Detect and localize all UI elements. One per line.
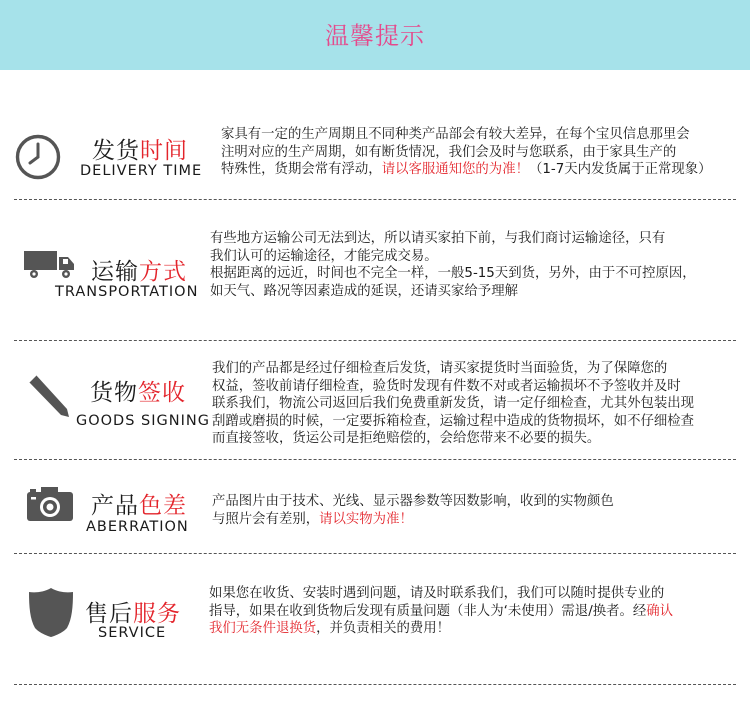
section-body-goods-signing: [212, 360, 694, 448]
body-text-segment: 指导，如果在收到货物后发现有质量问题（非人为‘未使用）需退/换者。经: [209, 603, 647, 619]
section-subtitle-goods-signing: GOODS SIGNING: [76, 413, 210, 429]
truck-icon: [23, 249, 75, 279]
camera-icon: [26, 486, 74, 522]
body-line: [221, 161, 712, 179]
heading-accent: 方式: [139, 259, 187, 285]
body-line: 有些地方运输公司无法到达，所以请买家拍下前，与我们商讨运输途径，只有: [210, 231, 666, 246]
body-line: 如天气、路况等因素造成的延误，还请买家给予理解: [210, 283, 518, 299]
heading-accent: 服务: [133, 601, 181, 627]
section-subtitle-delivery: DELIVERY TIME: [80, 163, 203, 179]
body-line: 根据距离的远近，时间也不完全一样，一般5-15天到货，另外，由于不可控原因，: [210, 266, 696, 282]
section-divider: [14, 199, 736, 200]
section-subtitle-aberration: ABERRATION: [86, 519, 189, 535]
shield-icon: [27, 587, 75, 637]
section-divider: [14, 340, 736, 341]
body-accent-text: 请以客服通知您的为准！: [381, 162, 529, 178]
body-line: 权益，签收前请仔细检查，验货时发现有件数不对或者运输损坏不予签收并及时: [212, 378, 681, 394]
body-text-segment: （1-7天内发货属于正常现象）: [528, 162, 712, 178]
heading-main: 发货: [92, 138, 140, 164]
body-text-segment: ，并负责相关的费用！: [316, 621, 451, 637]
section-heading-goods-signing: [90, 374, 186, 407]
section-body-transportation: [210, 230, 696, 300]
body-line: 家具有一定的生产周期且不同种类产品部会有较大差异，在每个宝贝信息那里会: [221, 127, 690, 142]
clock-icon: [14, 133, 62, 181]
section-body-aberration: [212, 493, 614, 528]
body-line: [209, 603, 673, 621]
section-body-service: [209, 585, 673, 638]
section-body-delivery: [221, 126, 712, 179]
section-subtitle-service: SERVICE: [98, 625, 167, 641]
section-heading-delivery: [92, 132, 188, 165]
heading-main: 货物: [90, 380, 138, 406]
section-divider: [14, 459, 736, 460]
heading-main: 售后: [85, 601, 133, 627]
body-line: 刮蹭或磨损的时候，一定要拆箱检查，运输过程中造成的货物损坏，如不仔细检查: [212, 413, 695, 429]
body-line: 我们的产品都是经过仔细检查后发货，请买家提货时当面验货，为了保障您的: [212, 361, 668, 376]
body-line: 联系我们，物流公司返回后我们免费重新发货，请一定仔细检查，尤其外包装出现: [212, 396, 695, 412]
body-line: 如果您在收货、安装时遇到问题，请及时联系我们，我们可以随时提供专业的: [209, 586, 665, 601]
section-subtitle-transportation: TRANSPORTATION: [55, 284, 199, 300]
body-line: 而直接签收，货运公司是拒绝赔偿的，会给您带来不必要的损失。: [212, 431, 601, 447]
heading-accent: 色差: [139, 493, 187, 519]
body-accent-text: 确认: [646, 603, 674, 619]
heading-main: 产品: [91, 493, 139, 519]
section-divider: [14, 684, 736, 685]
body-text-segment: 特殊性，货期会常有浮动，: [221, 162, 382, 178]
heading-accent: 签收: [138, 380, 186, 406]
pen-icon: [27, 373, 71, 419]
section-divider: [14, 553, 736, 554]
section-heading-service: [85, 595, 181, 628]
body-accent-text: 我们无条件退换货: [209, 621, 317, 637]
body-accent-text: 请以实物为准！: [319, 511, 413, 527]
body-text-segment: 与照片会有差别，: [212, 511, 320, 527]
heading-main: 运输: [91, 259, 139, 285]
body-line: 注明对应的生产周期，如有断货情况，我们会及时与您联系，由于家具生产的: [221, 144, 677, 160]
body-line: 我们认可的运输途径，才能完成交易。: [210, 248, 438, 264]
body-line: [209, 620, 673, 638]
heading-accent: 时间: [140, 138, 188, 164]
section-heading-aberration: [91, 487, 187, 520]
page-title: 温馨提示: [325, 22, 425, 50]
section-heading-transportation: [91, 253, 187, 286]
body-line: [212, 511, 614, 529]
body-line: 产品图片由于技术、光线、显示器参数等因数影响，收到的实物颜色: [212, 494, 614, 509]
